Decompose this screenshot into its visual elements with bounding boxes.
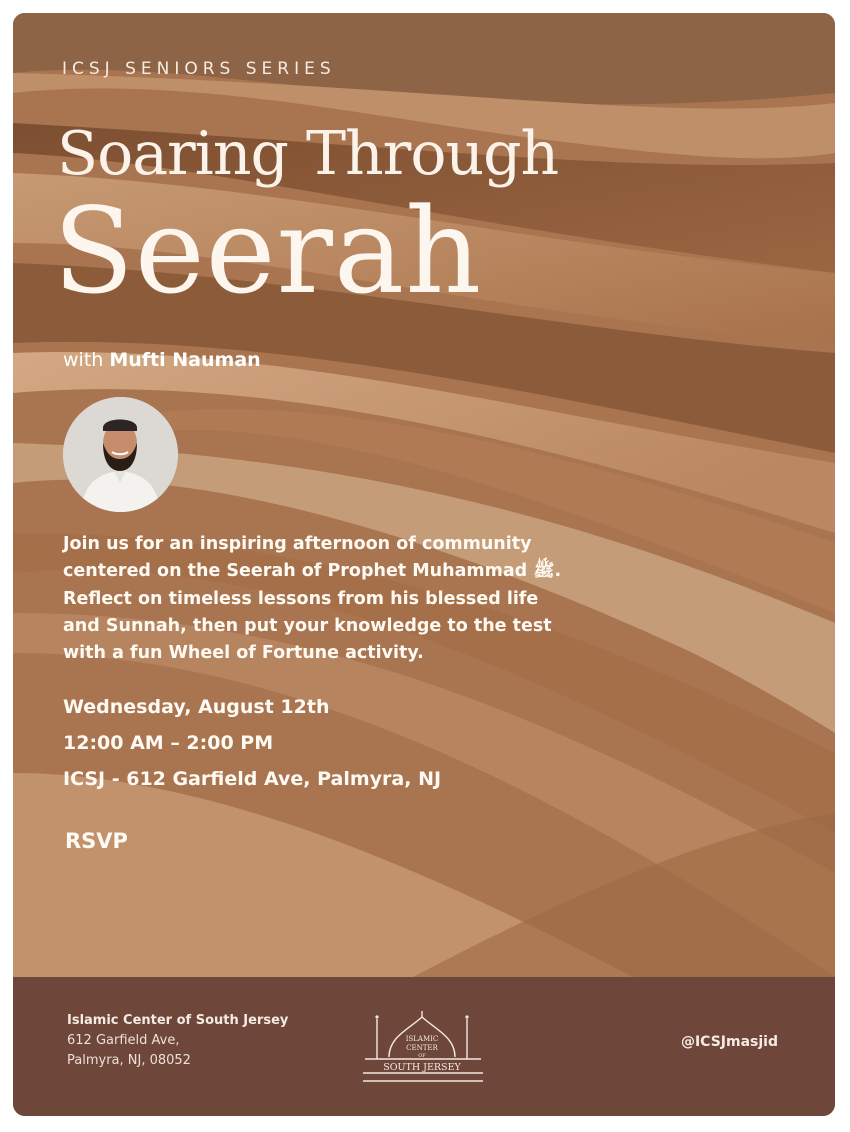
title-line-2: Seerah: [53, 182, 483, 320]
social-handle[interactable]: @ICSJmasjid: [680, 1034, 778, 1050]
mosque-dome-logo: [359, 1011, 489, 1083]
speaker-name: Mufti Nauman: [109, 349, 261, 371]
series-label: ICSJ SENIORS SERIES: [62, 59, 336, 79]
logo-text-mid: CENTER: [406, 1044, 438, 1052]
title-line-1: Soaring Through: [57, 119, 559, 189]
speaker-avatar: [63, 397, 178, 512]
logo-text-of: OF: [418, 1053, 426, 1059]
address-line-2: Palmyra, NJ, 08052: [67, 1053, 191, 1068]
with-prefix: with: [63, 349, 104, 371]
speaker-line: [63, 349, 261, 371]
event-flyer: [13, 13, 835, 1116]
rsvp-link[interactable]: RSVP: [65, 829, 128, 853]
footer: [13, 977, 835, 1116]
desert-dunes-background: [13, 13, 835, 977]
event-description: Join us for an inspiring afternoon of community centered on the Seerah of Prophet Muhammad ﷺ. Reflect on timeless lessons from his blessed life and Sunnah, then put your knowledge to the test with a fun Wheel of Fortune activity.: [63, 534, 562, 664]
logo-text-top: ISLAMIC: [405, 1035, 439, 1043]
event-time: 12:00 AM – 2:00 PM: [63, 732, 274, 754]
org-name: Islamic Center of South Jersey: [67, 1013, 289, 1028]
logo-text-bottom: SOUTH JERSEY: [383, 1062, 461, 1073]
speaker-photo-illustration: [63, 397, 178, 512]
event-date: Wednesday, August 12th: [63, 696, 330, 718]
address-line-1: 612 Garfield Ave,: [67, 1033, 180, 1048]
event-location: ICSJ - 612 Garfield Ave, Palmyra, NJ: [63, 768, 442, 790]
